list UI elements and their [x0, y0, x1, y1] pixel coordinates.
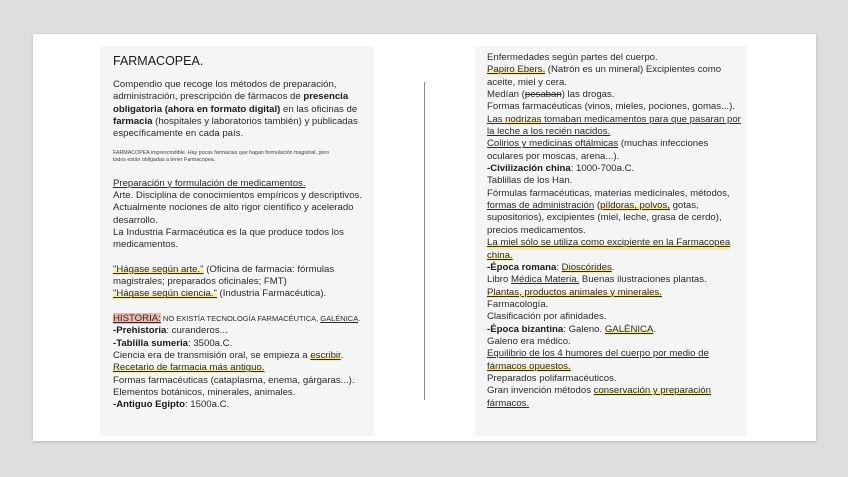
motto-section: "Hágase según arte." (Oficina de farmacia: fórmulas magistrales; preparados oficinales; FMT) "Hágase según ciencia." (Industria Farmacéutica).	[113, 263, 335, 300]
preparation-heading: Preparación y formulación de medicamentos.	[113, 177, 306, 189]
preparation-section: Preparación y formulación de medicamentos. Arte. Disciplina de conocimientos empíricos y descriptivos. Actualmente nociones de alto rigor científico y acelerado desarrollo. La Industria Farmacéutica es la que produce todos los medicamentos.	[113, 178, 375, 252]
motto-arte: "Hágase según arte."	[113, 263, 204, 275]
column-divider	[424, 82, 425, 400]
right-column: Enfermedades según partes del cuerpo. Papiro Ebers. (Natrón es un mineral) Excipientes como aceite, miel y cera. Medían (pesaban) las drogas. Formas farmacéuticas (vinos, mieles, pociones, gomas...). Las nodrizas tomaban medicamentos para que pasaran por la leche a los recién nacidos. Colirios y medicinas oftálmicas (muchas infecciones oculares por moscas, arena...). -Civilización china: 1000-700a.C. Tablillas de los Han. Fórmulas farmacéuticas, materias medicinales, métodos, formas de administración (píldoras, polvos, gotas, supositorios), excipientes (miel, leche, grasa de cerdo), precios medicamentos. La miel sólo se utiliza como excipiente en la Farmacopea china. -Época romana: Dioscórides. Libro Médica Materia. Buenas ilustraciones plantas. Plantas, productos animales y minerales. Farmacología. Clasificación por afinidades. -Época bizantina: Galeno. GALÉNICA. Galeno era médico. Equilibrio de los 4 humores del cuerpo por medio de fármacos opuestos. Preparados polifarmacéuticos. Gran invención métodos conservación y preparación fármacos.	[487, 52, 741, 409]
intro-paragraph: Compendio que recoge los métodos de preparación, administración, prescripción de fármacos de presencia obligatoria (ahora en formato digital) en las oficinas de farmacia (hospitales y laboratorios también) y publicadas específicamente en cada país.	[113, 79, 358, 140]
motto-ciencia: "Hágase según ciencia."	[113, 288, 217, 300]
footnote: FARMACOPEA imprescindible. Hay pocas farmacias que hagan formulación magistral, pero todos están obligadas a tener Farmacopea.	[113, 149, 330, 163]
page-title: FARMACOPEA.	[113, 54, 204, 68]
left-column	[113, 53, 375, 412]
history-label: HISTORIA:	[113, 312, 161, 324]
history-section: HISTORIA: NO EXISTÍA TECNOLOGÍA FARMACÉUTICA, GALÉNICA. -Prehistoria: curanderos... -Tablilla sumeria: 3500a.C. Ciencia era de transmisión oral, se empieza a escribir. Recetario de farmacia más antiguo. Formas farmacéuticas (cataplasma, enema, gárgaras...). Elementos botánicos, minerales, animales. -Antiguo Egipto: 1500a.C.	[113, 312, 361, 411]
